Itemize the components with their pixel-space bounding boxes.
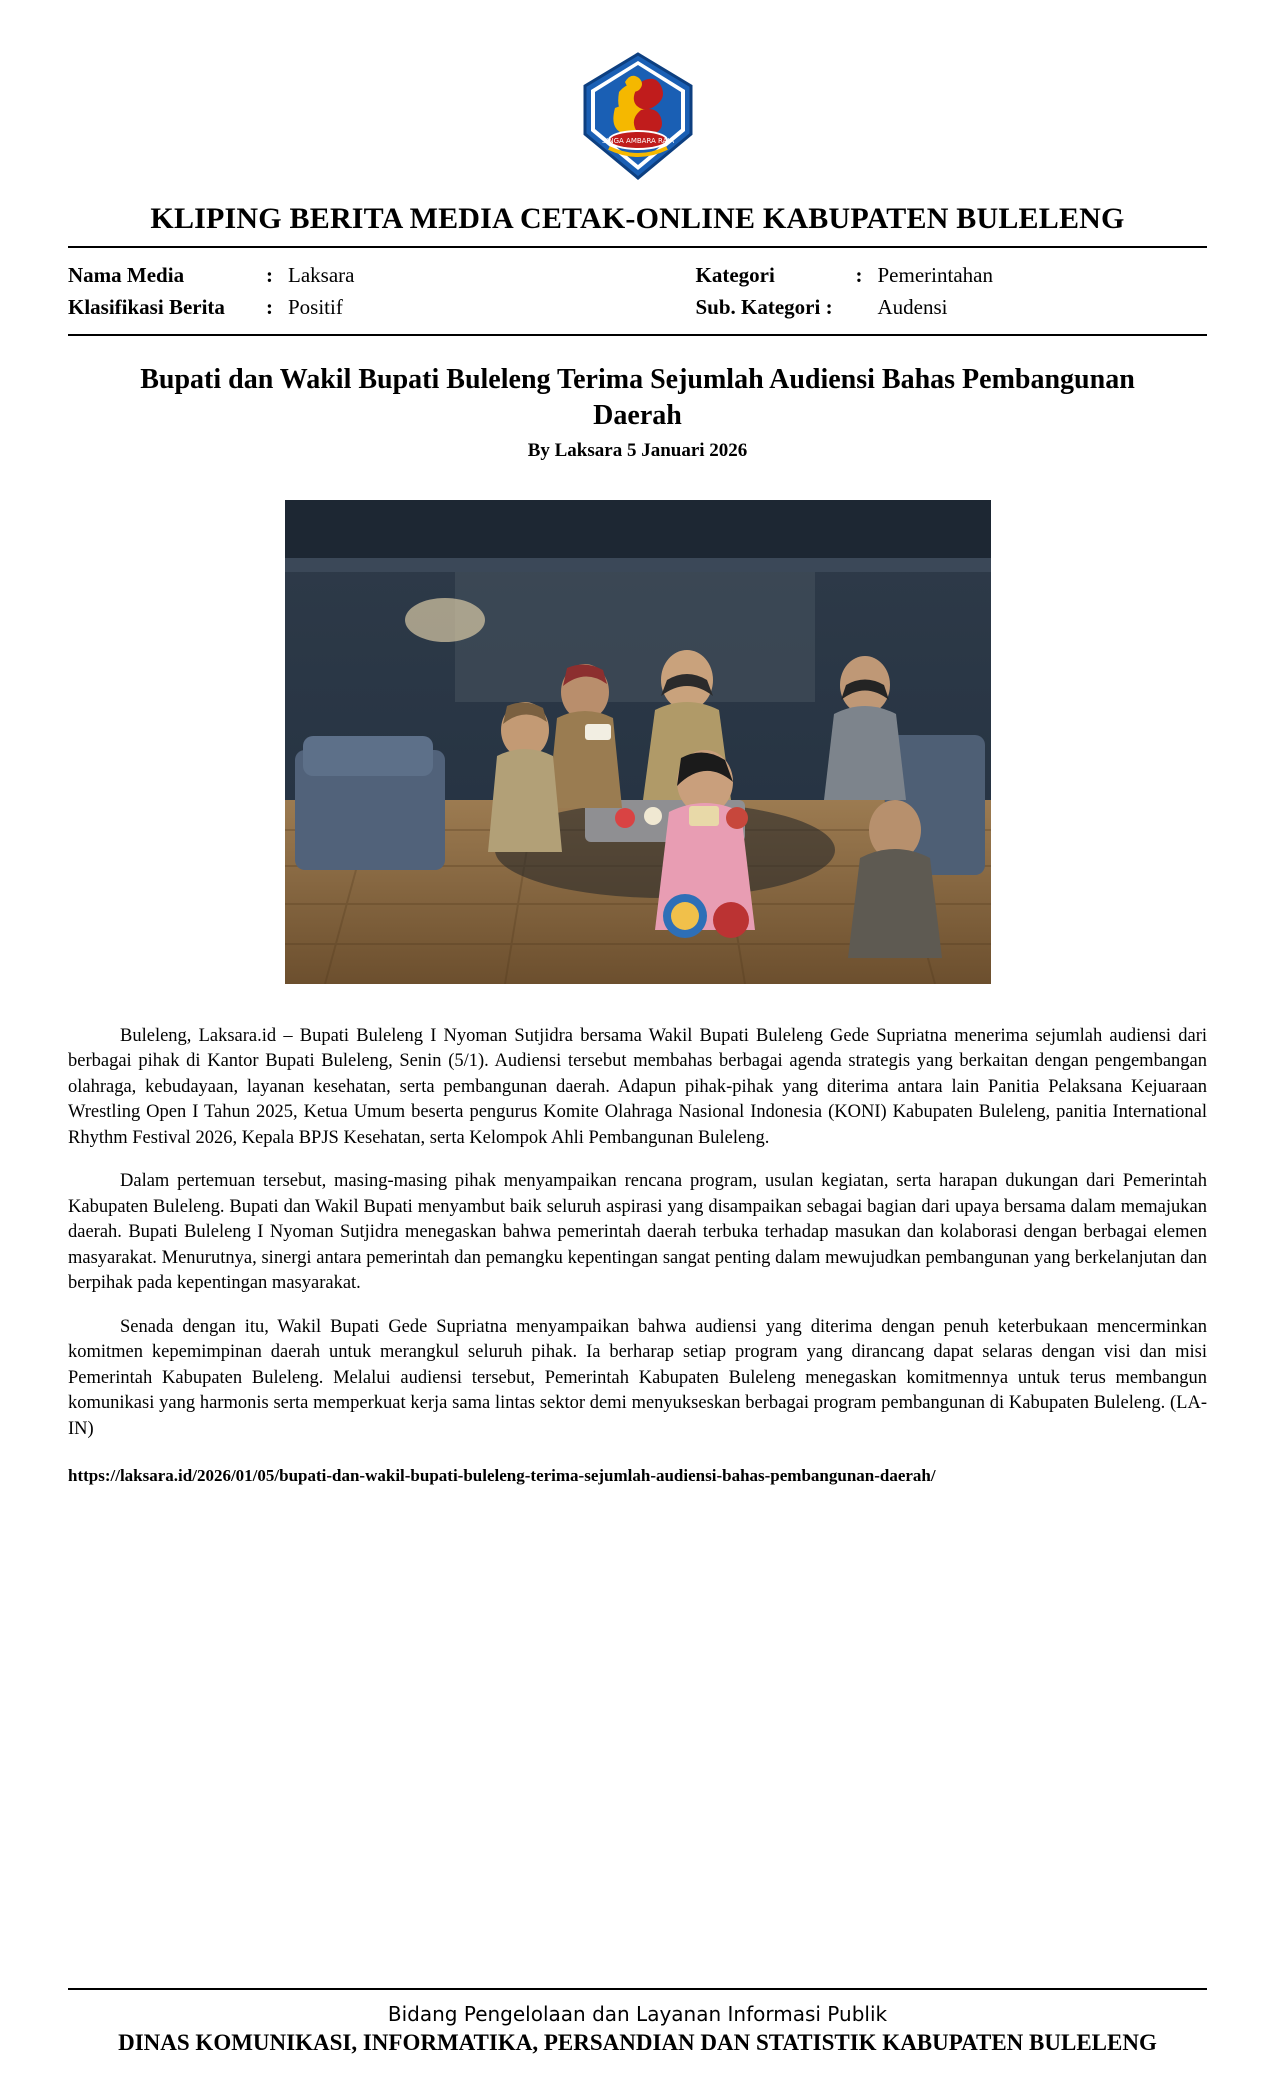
metadata-row xyxy=(68,295,1207,320)
header-divider-bottom xyxy=(68,334,1207,336)
buleleng-regency-emblem-icon xyxy=(579,52,697,180)
metadata-value-media: Laksara xyxy=(288,263,355,287)
metadata-cell-media xyxy=(68,263,638,288)
metadata-colon: : xyxy=(266,263,273,287)
document-title: KLIPING BERITA MEDIA CETAK-ONLINE KABUPATEN BULELENG xyxy=(150,202,1125,235)
metadata-value-subcategory: Audensi xyxy=(877,295,948,319)
footer-divider xyxy=(68,1988,1207,1990)
metadata-table xyxy=(68,248,1207,334)
footer-department-name: DINAS KOMUNIKASI, INFORMATIKA, PERSANDIAN DAN STATISTIK KABUPATEN BULELENG xyxy=(118,2030,1157,2055)
metadata-colon: : xyxy=(266,295,273,319)
article-paragraph: Senada dengan itu, Wakil Bupati Gede Supriatna menyampaikan bahwa audiensi yang diterima dengan penuh keterbukaan mencerminkan komitmen kepemimpinan daerah untuk merangkul seluruh pihak. Ia berharap setiap program yang dirancang dapat selaras dengan visi dan misi Pemerintah Kabupaten Buleleng. Melalui audiensi tersebut, Pemerintah Kabupaten Buleleng menegaskan komitmennya untuk terus membangun komunikasi yang harmonis serta memperkuat kerja sama lintas sektor demi menyukseskan berbagai program pembangunan di Kabupaten Buleleng. (LA-IN) xyxy=(68,1316,1207,1439)
article-paragraph: Dalam pertemuan tersebut, masing-masing pihak menyampaikan rencana program, usulan kegiatan, serta harapan dukungan dari Pemerintah Kabupaten Buleleng. Bupati dan Wakil Bupati menyambut baik seluruh aspirasi yang disampaikan sebagai bagian dari upaya bersama dalam memajukan daerah. Bupati Buleleng I Nyoman Sutjidra menegaskan bahwa pemerintah daerah terbuka terhadap masukan dan kolaborasi dengan berbagai elemen masyarakat. Menurutnya, sinergi antara pemerintah dan pemangku kepentingan sangat penting dalam mewujudkan pembangunan yang berkelanjutan dan berpihak pada kepentingan masyarakat. xyxy=(68,1171,1207,1294)
article-photo xyxy=(285,500,991,984)
metadata-label-classification: Klasifikasi Berita xyxy=(68,295,225,319)
metadata-label-category: Kategori xyxy=(695,263,775,287)
logo-container xyxy=(68,0,1207,180)
metadata-cell-classification xyxy=(68,295,638,320)
page-footer xyxy=(68,1988,1207,2056)
metadata-label-media: Nama Media xyxy=(68,263,185,287)
metadata-colon: : xyxy=(855,263,863,287)
metadata-cell-category xyxy=(638,263,1208,288)
svg-text:SINGA AMBARA RAJA: SINGA AMBARA RAJA xyxy=(601,137,674,145)
article-photo-container xyxy=(68,500,1207,984)
metadata-value-classification: Positif xyxy=(288,295,343,319)
article-body xyxy=(68,1024,1207,1488)
metadata-row xyxy=(68,263,1207,288)
article-paragraph: Buleleng, Laksara.id – Bupati Buleleng I Nyoman Sutjidra bersama Wakil Bupati Buleleng Gede Supriatna menerima sejumlah audiensi dari berbagai pihak di Kantor Bupati Buleleng, Senin (5/1). Audiensi tersebut membahas berbagai agenda strategis yang berkaitan dengan pengembangan olahraga, kebudayaan, layanan kesehatan, serta pembangunan daerah. Adapun pihak-pihak yang diterima antara lain Panitia Pelaksana Kejuaraan Wrestling Open I Tahun 2025, Ketua Umum beserta pengurus Komite Olahraga Nasional Indonesia (KONI) Kabupaten Buleleng, panitia International Rhythm Festival 2026, Kepala BPJS Kesehatan, serta Kelompok Ahli Pembangunan Buleleng. xyxy=(68,1025,1207,1148)
metadata-label-subcategory: Sub. Kategori : xyxy=(695,295,833,319)
article-source-url[interactable]: https://laksara.id/2026/01/05/bupati-dan-wakil-bupati-buleleng-terima-sejumlah-audiensi-bahas-pembangunan-daerah/ xyxy=(68,1466,936,1486)
metadata-cell-subcategory xyxy=(638,295,1208,320)
metadata-value-category: Pemerintahan xyxy=(877,263,993,287)
article-byline: By Laksara 5 Januari 2026 xyxy=(527,439,748,461)
article-headline: Bupati dan Wakil Bupati Buleleng Terima Sejumlah Audiensi Bahas Pembangunan Daerah xyxy=(140,364,1135,431)
footer-department-unit: Bidang Pengelolaan dan Layanan Informasi Publik xyxy=(387,2002,888,2026)
